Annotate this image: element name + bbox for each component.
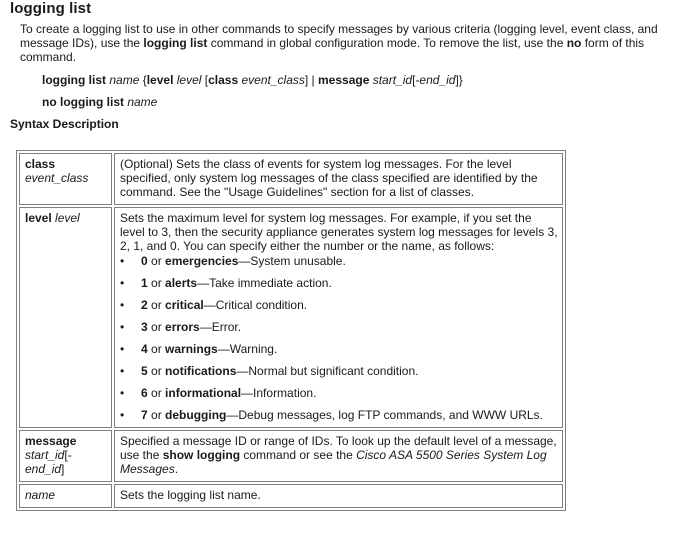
term-cell-message xyxy=(19,430,112,482)
syntax-range-open: [ xyxy=(412,73,416,87)
bullet: • xyxy=(120,386,125,400)
dash: — xyxy=(203,298,216,312)
list-item xyxy=(120,342,558,356)
or-text: or xyxy=(147,364,166,378)
dash: — xyxy=(217,342,230,356)
syntax-class-keyword: class xyxy=(208,73,239,87)
dash: — xyxy=(236,364,249,378)
term-arg-start: start_id xyxy=(25,448,65,462)
intro-no-keyword: no xyxy=(566,36,582,50)
level-name: errors xyxy=(165,320,200,334)
level-name: alerts xyxy=(165,276,198,290)
dash: — xyxy=(241,386,254,400)
dash: — xyxy=(197,276,210,290)
table-row xyxy=(19,207,563,428)
desc-cell-level xyxy=(114,207,563,428)
syntax-bracket-open: [ xyxy=(201,73,209,87)
message-desc-3: . xyxy=(174,462,179,476)
term-arg: name xyxy=(25,488,56,502)
level-name: critical xyxy=(165,298,204,312)
syntax-name-arg: name xyxy=(109,73,140,87)
syntax-bracket-close: ] | xyxy=(304,73,318,87)
intro-text-3: form of this command. xyxy=(20,36,645,64)
level-text: Normal but significant condition. xyxy=(248,364,419,378)
term-cell-name xyxy=(19,484,112,508)
list-item xyxy=(120,254,558,268)
syntax-end-arg: -end_id xyxy=(415,73,456,87)
syntax-description-heading: Syntax Description xyxy=(10,117,119,131)
list-item xyxy=(120,320,558,334)
intro-text-1: To create a logging list to use in other commands to specify messages by various criteria (logging level, event class, and message IDs), use the xyxy=(20,22,658,50)
syntax-message-keyword: message xyxy=(318,73,370,87)
list-item xyxy=(120,408,558,422)
term-keyword: message xyxy=(25,434,77,448)
or-text: or xyxy=(147,386,166,400)
syntax-level-arg: level xyxy=(176,73,202,87)
message-desc-1: Specified a message ID or range of IDs. To look up the default level of a message, use the xyxy=(120,434,557,462)
level-text: Take immediate action. xyxy=(209,276,332,290)
intro-command: logging list xyxy=(143,36,208,50)
term-arg-end: end_id xyxy=(25,462,62,476)
table-row xyxy=(19,484,563,508)
page-title: logging list xyxy=(10,0,92,17)
term-arg-bracket: [- xyxy=(64,448,72,462)
or-text: or xyxy=(147,408,166,422)
syntax-close: ]} xyxy=(455,73,463,87)
level-text: Warning. xyxy=(229,342,278,356)
level-text: System unusable. xyxy=(250,254,346,268)
bullet: • xyxy=(120,298,125,312)
level-text: Debug messages, log FTP commands, and WWW URLs. xyxy=(238,408,543,422)
level-number: 6 xyxy=(141,386,148,400)
desc-cell-message xyxy=(114,430,563,482)
list-item xyxy=(120,298,558,312)
syntax-line-logging-list xyxy=(42,73,463,87)
term-keyword: level xyxy=(25,211,52,225)
bullet: • xyxy=(120,254,125,268)
syntax-no-name-arg: name xyxy=(127,95,158,109)
level-number: 4 xyxy=(141,342,148,356)
level-list xyxy=(120,254,558,422)
level-name: warnings xyxy=(165,342,218,356)
bullet: • xyxy=(120,364,125,378)
term-cell-class xyxy=(19,153,112,205)
list-item xyxy=(120,364,558,378)
bullet: • xyxy=(120,320,125,334)
message-desc-2: command or see the xyxy=(240,448,357,462)
syntax-command: logging list xyxy=(42,73,106,87)
syntax-description-table xyxy=(16,150,566,511)
dash: — xyxy=(238,254,251,268)
bullet: • xyxy=(120,276,125,290)
or-text: or xyxy=(147,254,166,268)
or-text: or xyxy=(147,342,166,356)
bullet: • xyxy=(120,408,125,422)
term-keyword: class xyxy=(25,157,56,171)
intro-paragraph xyxy=(20,22,676,64)
list-item xyxy=(120,386,558,400)
syntax-level-keyword: level xyxy=(146,73,174,87)
level-number: 1 xyxy=(141,276,148,290)
bullet: • xyxy=(120,342,125,356)
level-text: Critical condition. xyxy=(215,298,308,312)
syntax-brace-open: { xyxy=(139,73,147,87)
table-row xyxy=(19,153,563,205)
desc-cell-name: Sets the logging list name. xyxy=(114,484,563,508)
term-cell-level xyxy=(19,207,112,428)
level-number: 7 xyxy=(141,408,148,422)
level-text: Information. xyxy=(253,386,317,400)
term-arg: level xyxy=(55,211,80,225)
level-number: 3 xyxy=(141,320,148,334)
list-item xyxy=(120,276,558,290)
level-name: emergencies xyxy=(165,254,239,268)
level-number: 5 xyxy=(141,364,148,378)
level-number: 2 xyxy=(141,298,148,312)
term-arg-close: ] xyxy=(61,462,65,476)
level-description: Sets the maximum level for system log messages. For example, if you set the level to 3, then the security appliance generates system log messages for levels 3, 2, 1, and 0. You can specify either the number or the name, as follows: xyxy=(120,211,558,253)
level-name: debugging xyxy=(165,408,227,422)
term-arg: event_class xyxy=(25,171,89,185)
dash: — xyxy=(226,408,239,422)
level-text: Error. xyxy=(211,320,242,334)
or-text: or xyxy=(147,276,166,290)
syntax-class-arg: event_class xyxy=(241,73,305,87)
level-name: informational xyxy=(165,386,242,400)
level-name: notifications xyxy=(165,364,237,378)
or-text: or xyxy=(147,320,166,334)
desc-cell-class: (Optional) Sets the class of events for system log messages. For the level specified, only system log messages of the class specified are identified by the command. See the "Usage Guidelines" section for a list of classes. xyxy=(114,153,563,205)
or-text: or xyxy=(147,298,166,312)
syntax-no-command: no logging list xyxy=(42,95,124,109)
syntax-line-no-logging-list xyxy=(42,95,157,109)
syntax-start-arg: start_id xyxy=(372,73,413,87)
intro-text-2: command in global configuration mode. To remove the list, use the xyxy=(207,36,567,50)
message-desc-reference: Cisco ASA 5500 Series System Log Messages xyxy=(120,448,547,476)
level-number: 0 xyxy=(141,254,148,268)
dash: — xyxy=(199,320,212,334)
table-row xyxy=(19,430,563,482)
message-desc-command: show logging xyxy=(162,448,241,462)
